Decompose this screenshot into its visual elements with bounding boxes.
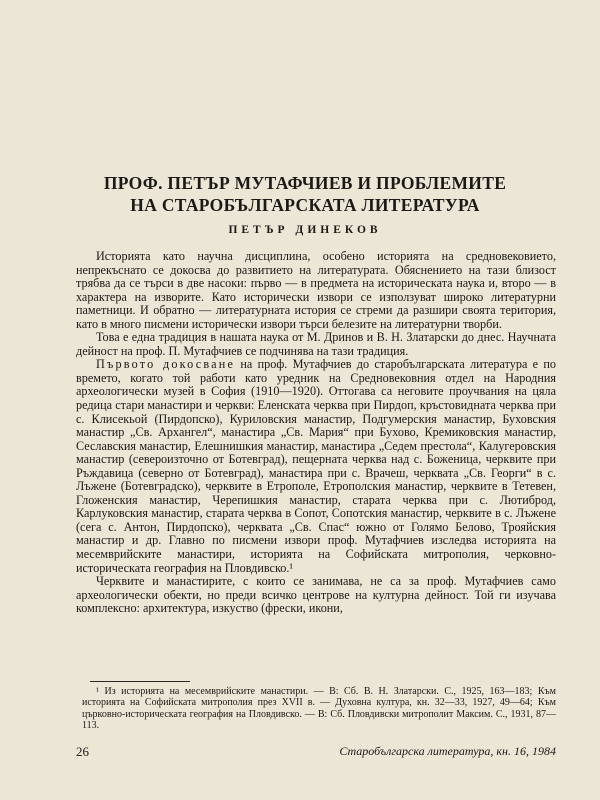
page-footer <box>76 744 556 760</box>
article-author: ПЕТЪР ДИНЕКОВ <box>228 224 382 236</box>
footnote-divider <box>90 681 190 682</box>
paragraph-3-text: на проф. Мутафчиев до старобългарската литература е по времето, когато той работи като уредник на Средновековния отдел на Народния археологически музей в София (1910—1920). Оттогава са неговите проучвания на цяла редица стари манастири и черкви: Еленската черква при Пирдоп, кръстовидната черква при с. Клисекьой (Пирдопско), Куриловския манастир, Подгумерския манастир, Буховския манастир „Св. Архангел“, манастира „Св. Мария“ при Бухово, Кремиковския манастир, Сеславския манастир, Елешнишкия манастир, манастира „Седем престола“, Калугеровския манастир (североизточно от Ботевград), пещерната черква над с. Боженица, черквите при Ръждавица (северно от Ботевград), манастира при с. Врачеш, черквата „Св. Георги“ в с. Лъжене (Ботевградско), черквите в Етрополе, Етрополския манастир, черквите в Тетевен, Гложенския манастир, Черепишкия манастир, старата черква при с. Лютиброд, Карлуковския манастир, старата черква в Сопот, Сопотския манастир, черквите в с. Лъжене (сега с. Антон, Пирдопско), черквата „Св. Спас“ южно от Голямо Белово, Трояйския манастир и др. Главно по писмени извори проф. Мутафчиев изследва историята на месемврийските манастири, историята на Софийската митрополия, черковно-историческата география на Пловдивско.¹ <box>76 357 556 575</box>
journal-citation: Старобългарска литература, кн. 16, 1984 <box>339 744 556 758</box>
paragraph-2: Това е една традиция в нашата наука от М. Дринов и В. Н. Златарски до днес. Научната дейност на проф. П. Мутафчиев се подчинява на тази традиция. <box>76 330 556 358</box>
paragraph-3-lead: Първото докосване <box>96 357 236 372</box>
paragraph-4: Черквите и манастирите, с които се занимава, не са за проф. Мутафчиев само археологически обекти, но преди всичко центрове на културна дейност. Той ги изучава комплексно: архитектура, изкуство (фрески, икони, <box>76 574 556 616</box>
paragraph-3 <box>76 358 556 575</box>
footnote-text: ¹ Из историята на месемврийските манастири. — В: Сб. В. Н. Златарски. С., 1925, 163—183; Към историята на Софийската митрополия през XVII в. — Духовна култура, кн. 32—33, 1927, 49—64; Към църковно-историческата география на Пловдивско. — В: Сб. Пловдивски митрополит Максим. С., 1931, 87—113. <box>82 686 556 731</box>
article-title-line-1: ПРОФ. ПЕТЪР МУТАФЧИЕВ И ПРОБЛЕМИТЕ <box>103 173 507 193</box>
article-title-line-2: НА СТАРОБЪЛГАРСКАТА ЛИТЕРАТУРА <box>130 195 480 215</box>
article-title <box>60 172 550 216</box>
article-body <box>76 250 556 616</box>
paragraph-1: Историята като научна дисциплина, особено историята на средновековието, непрекъснато се докосва до развитието на литературата. Обяснението на тази близост трябва да се търси в две насоки: първо — в предмета на историческата наука и, второ — в характера на изворите. Като исторически извори се използуват широко литературни паметници. И обратно — литературната история се стреми да разшири своята територия, като в много писмени исторически извори търси белезите на литературни творби. <box>76 249 556 331</box>
footnote <box>82 686 556 731</box>
page-number: 26 <box>76 744 89 759</box>
